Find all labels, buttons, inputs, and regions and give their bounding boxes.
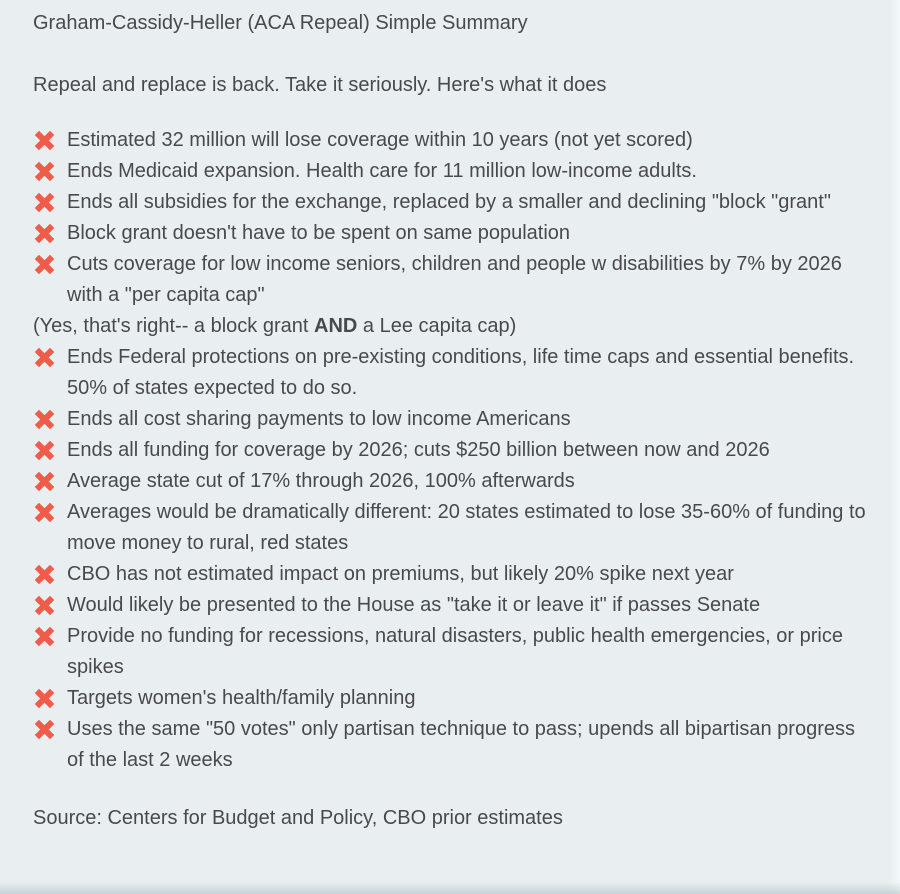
list-item: [33, 156, 900, 187]
list-item: [33, 466, 900, 497]
aside-post: a Lee capita cap): [357, 315, 517, 337]
list-item-text: Ends all funding for coverage by 2026; cuts $250 billion between now and 2026: [67, 439, 770, 461]
cross-mark-icon: [33, 563, 56, 586]
cross-mark-icon: [33, 439, 56, 462]
list-item: [33, 714, 900, 776]
list-item-text: Average state cut of 17% through 2026, 100% afterwards: [67, 470, 575, 492]
cross-mark-icon: [33, 191, 56, 214]
source-line: Source: Centers for Budget and Policy, CBO prior estimates: [33, 807, 563, 829]
page-subtitle: Repeal and replace is back. Take it seriously. Here's what it does: [33, 74, 607, 96]
cross-mark-icon: [33, 253, 56, 276]
list-item: [33, 125, 900, 156]
list-item: [33, 590, 900, 621]
summary-list: [33, 125, 900, 776]
list-item-text: Provide no funding for recessions, natural disasters, public health emergencies, or price spikes: [67, 625, 843, 678]
list-item-text: Estimated 32 million will lose coverage within 10 years (not yet scored): [67, 129, 693, 151]
list-item: [33, 187, 900, 218]
list-item: [33, 342, 900, 404]
cross-mark-icon: [33, 625, 56, 648]
cross-mark-icon: [33, 501, 56, 524]
aside-bold: AND: [314, 315, 358, 337]
cross-mark-icon: [33, 346, 56, 369]
list-item-text: Ends all subsidies for the exchange, replaced by a smaller and declining "block "grant": [67, 191, 831, 213]
list-item-text: Block grant doesn't have to be spent on same population: [67, 222, 571, 244]
list-item-text: Ends Federal protections on pre-existing conditions, life time caps and essential benefits. 50% of states expected to do so.: [67, 346, 855, 399]
cross-mark-icon: [33, 222, 56, 245]
list-item: [33, 435, 900, 466]
list-item-text: Ends all cost sharing payments to low income Americans: [67, 408, 571, 430]
list-item: [33, 249, 900, 311]
list-item: [33, 621, 900, 683]
aside-note: [33, 311, 900, 342]
aside-note-text: [33, 311, 873, 342]
list-item-text: Cuts coverage for low income seniors, children and people w disabilities by 7% by 2026 with a "per capita cap": [67, 253, 842, 306]
list-item-text: Uses the same "50 votes" only partisan technique to pass; upends all bipartisan progress of the last 2 weeks: [67, 718, 855, 771]
aside-pre: (Yes, that's right-- a block grant: [33, 315, 314, 337]
page-title: Graham-Cassidy-Heller (ACA Repeal) Simple Summary: [33, 12, 528, 34]
list-item: [33, 683, 900, 714]
list-item-text: Would likely be presented to the House as "take it or leave it" if passes Senate: [67, 594, 761, 616]
cross-mark-icon: [33, 718, 56, 741]
list-item: [33, 559, 900, 590]
cross-mark-icon: [33, 594, 56, 617]
cross-mark-icon: [33, 160, 56, 183]
list-item-text: CBO has not estimated impact on premiums, but likely 20% spike next year: [67, 563, 734, 585]
list-item: [33, 404, 900, 435]
list-item: [33, 218, 900, 249]
list-item-text: Targets women's health/family planning: [67, 687, 416, 709]
cross-mark-icon: [33, 129, 56, 152]
list-item-text: Averages would be dramatically different: 20 states estimated to lose 35-60% of funding to move money to rural, red states: [67, 501, 866, 554]
cross-mark-icon: [33, 470, 56, 493]
cross-mark-icon: [33, 408, 56, 431]
bottom-edge-shadow: [0, 882, 900, 894]
list-item: [33, 497, 900, 559]
cross-mark-icon: [33, 687, 56, 710]
list-item-text: Ends Medicaid expansion. Health care for 11 million low-income adults.: [67, 160, 697, 182]
